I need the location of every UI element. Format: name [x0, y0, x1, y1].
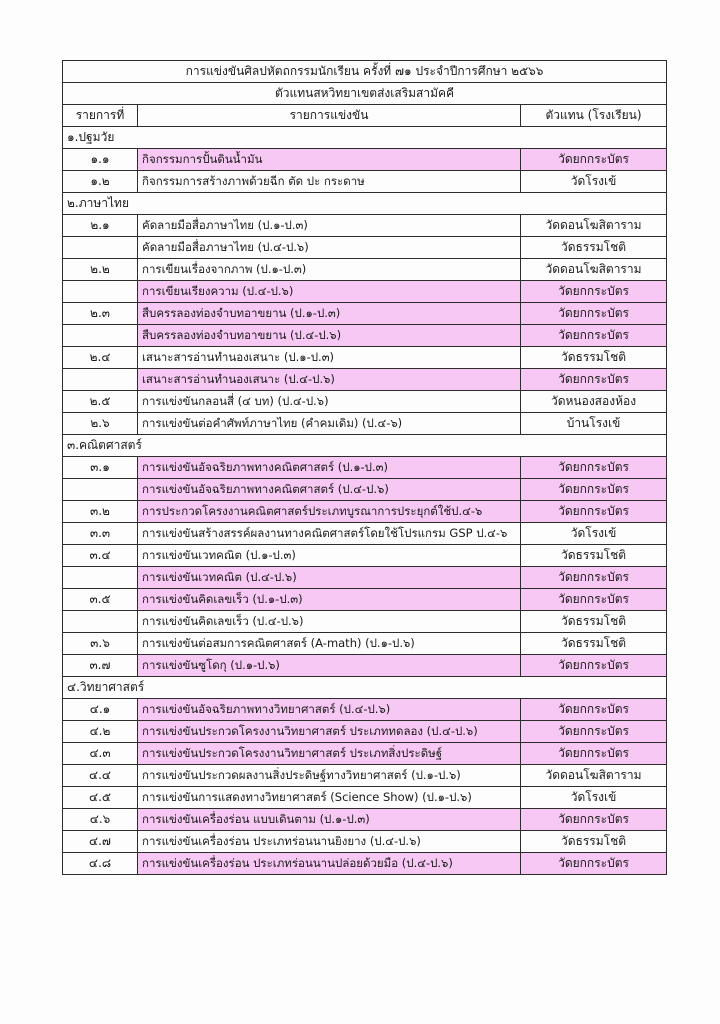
item-name: การแข่งขันต่อคำศัพท์ภาษาไทย (คำคมเดิม) (ป.๔-๖): [138, 413, 521, 435]
header-name: รายการแข่งขัน: [138, 105, 521, 127]
table-row: [63, 237, 667, 259]
item-representative: วัดยกกระบัตร: [521, 699, 667, 721]
item-representative: วัดยกกระบัตร: [521, 281, 667, 303]
table-row: [63, 589, 667, 611]
item-code: ๒.๖: [63, 413, 138, 435]
item-representative: วัดยกกระบัตร: [521, 501, 667, 523]
category-label: ๔.วิทยาศาสตร์: [63, 677, 667, 699]
item-code: ๒.๓: [63, 303, 138, 325]
table-row: [63, 787, 667, 809]
item-name: กิจกรรมการปั้นดินน้ำมัน: [138, 149, 521, 171]
table-row: [63, 611, 667, 633]
item-name: การแข่งขันกลอนสี่ (๔ บท) (ป.๔-ป.๖): [138, 391, 521, 413]
item-code: ๓.๒: [63, 501, 138, 523]
table-row: [63, 831, 667, 853]
title-row-2: [63, 83, 667, 105]
table-row: [63, 369, 667, 391]
item-name: คัดลายมือสื่อภาษาไทย (ป.๔-ป.๖): [138, 237, 521, 259]
table-row: [63, 479, 667, 501]
item-name: คัดลายมือสื่อภาษาไทย (ป.๑-ป.๓): [138, 215, 521, 237]
item-code: ๔.๓: [63, 743, 138, 765]
item-code: [63, 479, 138, 501]
item-name: การแข่งขันเวทคณิต (ป.๔-ป.๖): [138, 567, 521, 589]
item-name: การแข่งขันสร้างสรรค์ผลงานทางคณิตศาสตร์โดยใช้โปรแกรม GSP ป.๔-๖: [138, 523, 521, 545]
item-representative: วัดธรรมโชติ: [521, 611, 667, 633]
item-name: สืบครรลองท่องจำบทอาขยาน (ป.๑-ป.๓): [138, 303, 521, 325]
item-representative: วัดหนองสองห้อง: [521, 391, 667, 413]
table-row: [63, 655, 667, 677]
item-representative: วัดดอนโฆสิตาราม: [521, 259, 667, 281]
item-representative: วัดธรรมโชติ: [521, 545, 667, 567]
table-row: [63, 391, 667, 413]
item-code: ๒.๕: [63, 391, 138, 413]
item-representative: วัดยกกระบัตร: [521, 149, 667, 171]
table-row: [63, 457, 667, 479]
item-code: ๔.๑: [63, 699, 138, 721]
item-name: การแข่งขันเครื่องร่อน ประเภทร่อนนานยิงยาง (ป.๔-ป.๖): [138, 831, 521, 853]
table-row: [63, 545, 667, 567]
item-representative: วัดยกกระบัตร: [521, 721, 667, 743]
item-name: การเขียนเรื่องจากภาพ (ป.๑-ป.๓): [138, 259, 521, 281]
item-name: การแข่งขันเครื่องร่อน แบบเดินตาม (ป.๑-ป.๓): [138, 809, 521, 831]
item-representative: วัดโรงเข้: [521, 171, 667, 193]
item-name: การแข่งขันอัจฉริยภาพทางวิทยาศาสตร์ (ป.๔-ป.๖): [138, 699, 521, 721]
header-representative: ตัวแทน (โรงเรียน): [521, 105, 667, 127]
item-code: ๔.๕: [63, 787, 138, 809]
table-row: [63, 259, 667, 281]
item-name: การแข่งขันประกวดผลงานสิ่งประดิษฐ์ทางวิทยาศาสตร์ (ป.๑-ป.๖): [138, 765, 521, 787]
item-representative: วัดธรรมโชติ: [521, 237, 667, 259]
item-code: ๓.๕: [63, 589, 138, 611]
item-code: ๒.๔: [63, 347, 138, 369]
header-code: รายการที่: [63, 105, 138, 127]
item-representative: วัดยกกระบัตร: [521, 479, 667, 501]
item-name: การแข่งขันซูโดกุ (ป.๑-ป.๖): [138, 655, 521, 677]
item-representative: วัดยกกระบัตร: [521, 589, 667, 611]
category-row: [63, 193, 667, 215]
item-code: ๔.๗: [63, 831, 138, 853]
table-row: [63, 765, 667, 787]
table-row: [63, 347, 667, 369]
competition-table: [62, 60, 667, 875]
item-representative: วัดยกกระบัตร: [521, 369, 667, 391]
item-code: [63, 325, 138, 347]
category-label: ๒.ภาษาไทย: [63, 193, 667, 215]
table-row: [63, 567, 667, 589]
table-row: [63, 325, 667, 347]
item-code: ๑.๑: [63, 149, 138, 171]
item-code: ๔.๘: [63, 853, 138, 875]
item-representative: วัดธรรมโชติ: [521, 347, 667, 369]
item-representative: บ้านโรงเข้: [521, 413, 667, 435]
category-row: [63, 435, 667, 457]
table-row: [63, 809, 667, 831]
item-code: [63, 611, 138, 633]
item-name: การแข่งขันต่อสมการคณิตศาสตร์ (A-math) (ป.๑-ป.๖): [138, 633, 521, 655]
item-representative: วัดโรงเข้: [521, 787, 667, 809]
category-row: [63, 677, 667, 699]
document-subtitle: ตัวแทนสหวิทยาเขตส่งเสริมสามัคคี: [63, 83, 667, 105]
item-code: [63, 281, 138, 303]
table-row: [63, 149, 667, 171]
item-name: การแข่งขันคิดเลขเร็ว (ป.๑-ป.๓): [138, 589, 521, 611]
table-row: [63, 633, 667, 655]
item-code: ๓.๔: [63, 545, 138, 567]
item-code: ๓.๖: [63, 633, 138, 655]
item-name: การแข่งขันเครื่องร่อน ประเภทร่อนนานปล่อยด้วยมือ (ป.๔-ป.๖): [138, 853, 521, 875]
item-representative: วัดยกกระบัตร: [521, 567, 667, 589]
item-code: ๔.๔: [63, 765, 138, 787]
table-body: [63, 61, 667, 875]
item-name: การแข่งขันประกวดโครงงานวิทยาศาสตร์ ประเภทสิ่งประดิษฐ์: [138, 743, 521, 765]
item-representative: วัดโรงเข้: [521, 523, 667, 545]
item-code: [63, 369, 138, 391]
item-code: ๒.๒: [63, 259, 138, 281]
table-row: [63, 215, 667, 237]
item-name: สืบครรลองท่องจำบทอาขยาน (ป.๔-ป.๖): [138, 325, 521, 347]
item-representative: วัดยกกระบัตร: [521, 853, 667, 875]
item-name: เสนาะสารอ่านทำนองเสนาะ (ป.๔-ป.๖): [138, 369, 521, 391]
item-code: ๑.๒: [63, 171, 138, 193]
table-row: [63, 523, 667, 545]
item-name: เสนาะสารอ่านทำนองเสนาะ (ป.๑-ป.๓): [138, 347, 521, 369]
item-name: กิจกรรมการสร้างภาพด้วยฉีก ตัด ปะ กระดาษ: [138, 171, 521, 193]
item-name: การแข่งขันอัจฉริยภาพทางคณิตศาสตร์ (ป.๑-ป.๓): [138, 457, 521, 479]
item-code: ๓.๗: [63, 655, 138, 677]
item-representative: วัดดอนโฆสิตาราม: [521, 765, 667, 787]
document-title: การแข่งขันศิลปหัตถกรรมนักเรียน ครั้งที่ ๗๑ ประจำปีการศึกษา ๒๕๖๖: [63, 61, 667, 83]
item-code: ๔.๖: [63, 809, 138, 831]
item-representative: วัดดอนโฆสิตาราม: [521, 215, 667, 237]
item-code: ๓.๓: [63, 523, 138, 545]
header-row: [63, 105, 667, 127]
table-row: [63, 699, 667, 721]
item-code: ๔.๒: [63, 721, 138, 743]
table-row: [63, 303, 667, 325]
item-representative: วัดธรรมโชติ: [521, 633, 667, 655]
table-row: [63, 171, 667, 193]
item-representative: วัดยกกระบัตร: [521, 325, 667, 347]
table-row: [63, 743, 667, 765]
item-name: การแข่งขันอัจฉริยภาพทางคณิตศาสตร์ (ป.๔-ป.๖): [138, 479, 521, 501]
item-code: ๓.๑: [63, 457, 138, 479]
item-representative: วัดยกกระบัตร: [521, 809, 667, 831]
item-name: การแข่งขันคิดเลขเร็ว (ป.๔-ป.๖): [138, 611, 521, 633]
title-row-1: [63, 61, 667, 83]
table-row: [63, 721, 667, 743]
table-row: [63, 501, 667, 523]
table-row: [63, 853, 667, 875]
item-code: [63, 567, 138, 589]
item-code: ๒.๑: [63, 215, 138, 237]
item-representative: วัดยกกระบัตร: [521, 743, 667, 765]
item-name: การแข่งขันเวทคณิต (ป.๑-ป.๓): [138, 545, 521, 567]
table-row: [63, 281, 667, 303]
item-name: การแข่งขันประกวดโครงงานวิทยาศาสตร์ ประเภททดลอง (ป.๔-ป.๖): [138, 721, 521, 743]
item-representative: วัดยกกระบัตร: [521, 655, 667, 677]
category-label: ๑.ปฐมวัย: [63, 127, 667, 149]
item-representative: วัดยกกระบัตร: [521, 457, 667, 479]
item-code: [63, 237, 138, 259]
item-representative: วัดธรรมโชติ: [521, 831, 667, 853]
item-name: การเขียนเรียงความ (ป.๔-ป.๖): [138, 281, 521, 303]
item-representative: วัดยกกระบัตร: [521, 303, 667, 325]
item-name: การแข่งขันการแสดงทางวิทยาศาสตร์ (Science Show) (ป.๑-ป.๖): [138, 787, 521, 809]
table-row: [63, 413, 667, 435]
item-name: การประกวดโครงงานคณิตศาสตร์ประเภทบูรณาการประยุกต์ใช้ป.๔-๖: [138, 501, 521, 523]
category-row: [63, 127, 667, 149]
category-label: ๓.คณิตศาสตร์: [63, 435, 667, 457]
